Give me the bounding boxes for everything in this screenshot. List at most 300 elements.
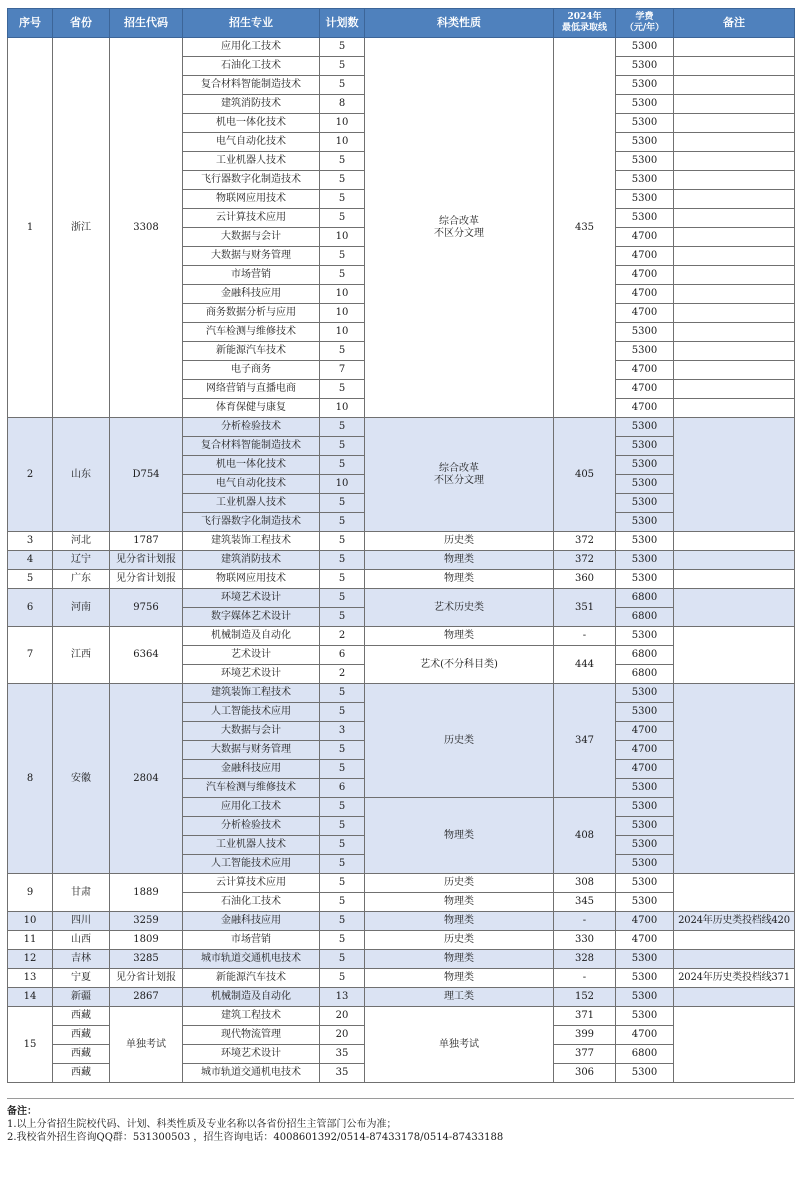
plan-cell: 6	[320, 779, 365, 798]
score-cell: 347	[554, 684, 616, 798]
seq-cell: 14	[8, 988, 53, 1007]
plan-cell: 5	[320, 209, 365, 228]
plan-cell: 5	[320, 817, 365, 836]
category-cell: 理工类	[365, 988, 554, 1007]
remark-cell	[674, 209, 795, 228]
plan-cell: 3	[320, 722, 365, 741]
fee-cell: 4700	[616, 399, 674, 418]
category-cell: 历史类	[365, 874, 554, 893]
plan-cell: 10	[320, 228, 365, 247]
fee-cell: 4700	[616, 304, 674, 323]
remark-cell	[674, 57, 795, 76]
remark-cell	[674, 304, 795, 323]
province-cell: 山西	[53, 931, 110, 950]
plan-cell: 5	[320, 608, 365, 627]
header-fee	[616, 9, 674, 38]
fee-cell: 4700	[616, 361, 674, 380]
header-seq: 序号	[8, 9, 53, 38]
major-cell: 电子商务	[183, 361, 320, 380]
fee-cell: 6800	[616, 665, 674, 684]
plan-cell: 8	[320, 95, 365, 114]
major-cell: 机械制造及自动化	[183, 627, 320, 646]
fee-cell: 5300	[616, 171, 674, 190]
plan-cell: 5	[320, 190, 365, 209]
remark-cell	[674, 418, 795, 532]
code-cell: 单独考试	[110, 1007, 183, 1083]
table-row	[8, 38, 795, 57]
code-cell: 2867	[110, 988, 183, 1007]
fee-cell: 5300	[616, 1064, 674, 1083]
plan-cell: 5	[320, 456, 365, 475]
admission-plan-table	[7, 8, 795, 1083]
remark-cell: 2024年历史类投档线371	[674, 969, 795, 988]
plan-cell: 5	[320, 855, 365, 874]
remark-cell	[674, 266, 795, 285]
fee-cell: 5300	[616, 779, 674, 798]
header-fee-unit: （元/年）	[624, 23, 665, 33]
remark-cell	[674, 171, 795, 190]
fee-cell: 6800	[616, 1045, 674, 1064]
major-cell: 市场营销	[183, 266, 320, 285]
code-cell: 3259	[110, 912, 183, 931]
seq-cell: 4	[8, 551, 53, 570]
fee-cell: 4700	[616, 912, 674, 931]
notes-section	[7, 1098, 794, 1144]
major-cell: 新能源汽车技术	[183, 342, 320, 361]
major-cell: 石油化工技术	[183, 57, 320, 76]
plan-cell: 5	[320, 532, 365, 551]
score-cell: -	[554, 912, 616, 931]
score-cell: 408	[554, 798, 616, 874]
header-score-year: 2024年	[567, 12, 602, 22]
fee-cell: 5300	[616, 114, 674, 133]
fee-cell: 4700	[616, 741, 674, 760]
plan-cell: 20	[320, 1007, 365, 1026]
plan-cell: 5	[320, 741, 365, 760]
major-cell: 体育保健与康复	[183, 399, 320, 418]
category-cell: 艺术(不分科目类)	[365, 646, 554, 684]
major-cell: 大数据与会计	[183, 228, 320, 247]
score-cell: 444	[554, 646, 616, 684]
plan-cell: 5	[320, 589, 365, 608]
category-cell: 物理类	[365, 950, 554, 969]
fee-cell: 5300	[616, 133, 674, 152]
fee-cell: 5300	[616, 855, 674, 874]
plan-cell: 5	[320, 760, 365, 779]
category-cell: 物理类	[365, 798, 554, 874]
remark-cell	[674, 684, 795, 874]
plan-cell: 5	[320, 418, 365, 437]
plan-cell: 5	[320, 912, 365, 931]
code-cell: 3308	[110, 38, 183, 418]
plan-cell: 10	[320, 133, 365, 152]
province-cell: 西藏	[53, 1064, 110, 1083]
category-cell: 物理类	[365, 893, 554, 912]
notes-title: 备注：	[7, 1106, 37, 1117]
major-cell: 分析检验技术	[183, 817, 320, 836]
plan-cell: 5	[320, 950, 365, 969]
plan-cell: 10	[320, 304, 365, 323]
remark-cell	[674, 361, 795, 380]
category-cell: 物理类	[365, 570, 554, 589]
fee-cell: 5300	[616, 152, 674, 171]
plan-cell: 5	[320, 57, 365, 76]
fee-cell: 5300	[616, 342, 674, 361]
plan-cell: 5	[320, 551, 365, 570]
table-row	[8, 570, 795, 589]
major-cell: 应用化工技术	[183, 798, 320, 817]
score-cell: 405	[554, 418, 616, 532]
header-plan: 计划数	[320, 9, 365, 38]
plan-cell: 5	[320, 152, 365, 171]
major-cell: 工业机器人技术	[183, 152, 320, 171]
table-row	[8, 931, 795, 950]
fee-cell: 5300	[616, 1007, 674, 1026]
score-cell: 345	[554, 893, 616, 912]
fee-cell: 4700	[616, 228, 674, 247]
province-cell: 新疆	[53, 988, 110, 1007]
fee-cell: 5300	[616, 95, 674, 114]
plan-cell: 5	[320, 247, 365, 266]
fee-cell: 4700	[616, 760, 674, 779]
fee-cell: 4700	[616, 285, 674, 304]
code-cell: 见分省计划报	[110, 969, 183, 988]
major-cell: 大数据与财务管理	[183, 247, 320, 266]
fee-cell: 5300	[616, 570, 674, 589]
province-cell: 四川	[53, 912, 110, 931]
score-cell: 308	[554, 874, 616, 893]
remark-cell	[674, 950, 795, 969]
province-cell: 广东	[53, 570, 110, 589]
score-cell: 399	[554, 1026, 616, 1045]
plan-cell: 10	[320, 323, 365, 342]
score-cell: 328	[554, 950, 616, 969]
fee-cell: 6800	[616, 646, 674, 665]
score-cell: -	[554, 969, 616, 988]
seq-cell: 7	[8, 627, 53, 684]
major-cell: 人工智能技术应用	[183, 855, 320, 874]
major-cell: 机电一体化技术	[183, 456, 320, 475]
category-cell: 历史类	[365, 684, 554, 798]
fee-cell: 4700	[616, 380, 674, 399]
category-cell: 历史类	[365, 931, 554, 950]
major-cell: 分析检验技术	[183, 418, 320, 437]
remark-cell	[674, 1007, 795, 1083]
remark-cell: 2024年历史类投档线420	[674, 912, 795, 931]
score-cell: 306	[554, 1064, 616, 1083]
fee-cell: 5300	[616, 76, 674, 95]
category-cell: 物理类	[365, 912, 554, 931]
remark-cell	[674, 342, 795, 361]
fee-cell: 4700	[616, 1026, 674, 1045]
plan-cell: 2	[320, 665, 365, 684]
major-cell: 环境艺术设计	[183, 665, 320, 684]
major-cell: 应用化工技术	[183, 38, 320, 57]
major-cell: 建筑消防技术	[183, 95, 320, 114]
major-cell: 电气自动化技术	[183, 133, 320, 152]
seq-cell: 12	[8, 950, 53, 969]
table-row	[8, 969, 795, 988]
province-cell: 辽宁	[53, 551, 110, 570]
code-cell: 见分省计划报	[110, 551, 183, 570]
remark-cell	[674, 931, 795, 950]
major-cell: 建筑消防技术	[183, 551, 320, 570]
major-cell: 金融科技应用	[183, 760, 320, 779]
major-cell: 工业机器人技术	[183, 494, 320, 513]
plan-cell: 7	[320, 361, 365, 380]
fee-cell: 5300	[616, 513, 674, 532]
plan-cell: 5	[320, 703, 365, 722]
remark-cell	[674, 988, 795, 1007]
notes-line-2: 2.我校省外招生咨询QQ群：531300503 ，招生咨询电话：4008601392/0514-87433178/0514-87433188	[7, 1132, 504, 1143]
category-cell: 艺术历史类	[365, 589, 554, 627]
plan-cell: 5	[320, 171, 365, 190]
fee-cell: 5300	[616, 627, 674, 646]
major-cell: 建筑装饰工程技术	[183, 684, 320, 703]
major-cell: 复合材料智能制造技术	[183, 76, 320, 95]
seq-cell: 8	[8, 684, 53, 874]
table-row	[8, 950, 795, 969]
code-cell: 2804	[110, 684, 183, 874]
plan-cell: 5	[320, 380, 365, 399]
table-body	[8, 38, 795, 1083]
header-score-label: 最低录取线	[561, 23, 607, 33]
remark-cell	[674, 76, 795, 95]
plan-cell: 5	[320, 513, 365, 532]
code-cell: 1787	[110, 532, 183, 551]
major-cell: 商务数据分析与应用	[183, 304, 320, 323]
remark-cell	[674, 570, 795, 589]
table-row	[8, 532, 795, 551]
province-cell: 西藏	[53, 1045, 110, 1064]
plan-cell: 5	[320, 798, 365, 817]
major-cell: 机械制造及自动化	[183, 988, 320, 1007]
fee-cell: 5300	[616, 190, 674, 209]
province-cell: 河北	[53, 532, 110, 551]
fee-cell: 4700	[616, 266, 674, 285]
header-remark: 备注	[674, 9, 795, 38]
remark-cell	[674, 190, 795, 209]
major-cell: 现代物流管理	[183, 1026, 320, 1045]
major-cell: 城市轨道交通机电技术	[183, 950, 320, 969]
major-cell: 市场营销	[183, 931, 320, 950]
plan-cell: 5	[320, 684, 365, 703]
major-cell: 大数据与会计	[183, 722, 320, 741]
major-cell: 物联网应用技术	[183, 570, 320, 589]
major-cell: 复合材料智能制造技术	[183, 437, 320, 456]
plan-cell: 10	[320, 475, 365, 494]
seq-cell: 5	[8, 570, 53, 589]
plan-cell: 5	[320, 342, 365, 361]
table-row	[8, 627, 795, 646]
plan-cell: 5	[320, 893, 365, 912]
plan-cell: 10	[320, 285, 365, 304]
plan-cell: 5	[320, 266, 365, 285]
major-cell: 石油化工技术	[183, 893, 320, 912]
category-cell: 物理类	[365, 627, 554, 646]
score-cell: 372	[554, 532, 616, 551]
category-cell: 历史类	[365, 532, 554, 551]
table-row	[8, 589, 795, 608]
table-header-row	[8, 9, 795, 38]
header-fee-label: 学费	[635, 12, 654, 22]
score-cell: 435	[554, 38, 616, 418]
major-cell: 数字媒体艺术设计	[183, 608, 320, 627]
remark-cell	[674, 114, 795, 133]
plan-cell: 35	[320, 1045, 365, 1064]
plan-cell: 5	[320, 874, 365, 893]
seq-cell: 6	[8, 589, 53, 627]
table-row	[8, 1007, 795, 1026]
fee-cell: 5300	[616, 988, 674, 1007]
fee-cell: 5300	[616, 57, 674, 76]
remark-cell	[674, 627, 795, 684]
major-cell: 工业机器人技术	[183, 836, 320, 855]
seq-cell: 15	[8, 1007, 53, 1083]
score-cell: 351	[554, 589, 616, 627]
plan-cell: 6	[320, 646, 365, 665]
fee-cell: 4700	[616, 722, 674, 741]
fee-cell: 5300	[616, 703, 674, 722]
admission-plan-sheet	[7, 8, 794, 1083]
table-row	[8, 418, 795, 437]
province-cell: 安徽	[53, 684, 110, 874]
remark-cell	[674, 285, 795, 304]
plan-cell: 5	[320, 931, 365, 950]
major-cell: 电气自动化技术	[183, 475, 320, 494]
notes-divider	[7, 1098, 794, 1105]
fee-cell: 5300	[616, 209, 674, 228]
table-row	[8, 988, 795, 1007]
province-cell: 甘肃	[53, 874, 110, 912]
province-cell: 西藏	[53, 1026, 110, 1045]
fee-cell: 5300	[616, 494, 674, 513]
fee-cell: 5300	[616, 817, 674, 836]
province-cell: 宁夏	[53, 969, 110, 988]
code-cell: 1889	[110, 874, 183, 912]
score-cell: 372	[554, 551, 616, 570]
major-cell: 建筑装饰工程技术	[183, 532, 320, 551]
header-code: 招生代码	[110, 9, 183, 38]
category-cell: 综合改革 不区分文理	[365, 418, 554, 532]
remark-cell	[674, 589, 795, 627]
notes-line-1: 1.以上分省招生院校代码、计划、科类性质及专业名称以各省份招生主管部门公布为准；	[7, 1119, 397, 1130]
plan-cell: 5	[320, 570, 365, 589]
major-cell: 金融科技应用	[183, 285, 320, 304]
remark-cell	[674, 95, 795, 114]
remark-cell	[674, 551, 795, 570]
score-cell: 330	[554, 931, 616, 950]
fee-cell: 6800	[616, 608, 674, 627]
plan-cell: 5	[320, 494, 365, 513]
seq-cell: 9	[8, 874, 53, 912]
header-category: 科类性质	[365, 9, 554, 38]
seq-cell: 3	[8, 532, 53, 551]
major-cell: 环境艺术设计	[183, 1045, 320, 1064]
major-cell: 物联网应用技术	[183, 190, 320, 209]
major-cell: 汽车检测与维修技术	[183, 323, 320, 342]
remark-cell	[674, 399, 795, 418]
major-cell: 新能源汽车技术	[183, 969, 320, 988]
fee-cell: 5300	[616, 323, 674, 342]
fee-cell: 5300	[616, 38, 674, 57]
code-cell: 6364	[110, 627, 183, 684]
category-cell: 单独考试	[365, 1007, 554, 1083]
plan-cell: 5	[320, 76, 365, 95]
fee-cell: 5300	[616, 874, 674, 893]
major-cell: 飞行器数字化制造技术	[183, 513, 320, 532]
fee-cell: 5300	[616, 437, 674, 456]
score-cell: 152	[554, 988, 616, 1007]
remark-cell	[674, 874, 795, 912]
major-cell: 飞行器数字化制造技术	[183, 171, 320, 190]
seq-cell: 11	[8, 931, 53, 950]
code-cell: 见分省计划报	[110, 570, 183, 589]
province-cell: 西藏	[53, 1007, 110, 1026]
table-row	[8, 684, 795, 703]
plan-cell: 5	[320, 38, 365, 57]
fee-cell: 5300	[616, 893, 674, 912]
fee-cell: 6800	[616, 589, 674, 608]
code-cell: 3285	[110, 950, 183, 969]
plan-cell: 13	[320, 988, 365, 1007]
category-cell: 综合改革 不区分文理	[365, 38, 554, 418]
major-cell: 云计算技术应用	[183, 209, 320, 228]
remark-cell	[674, 532, 795, 551]
seq-cell: 1	[8, 38, 53, 418]
category-cell: 物理类	[365, 969, 554, 988]
plan-cell: 10	[320, 399, 365, 418]
major-cell: 人工智能技术应用	[183, 703, 320, 722]
remark-cell	[674, 228, 795, 247]
province-cell: 浙江	[53, 38, 110, 418]
major-cell: 机电一体化技术	[183, 114, 320, 133]
remark-cell	[674, 133, 795, 152]
province-cell: 吉林	[53, 950, 110, 969]
province-cell: 河南	[53, 589, 110, 627]
plan-cell: 10	[320, 114, 365, 133]
province-cell: 江西	[53, 627, 110, 684]
major-cell: 汽车检测与维修技术	[183, 779, 320, 798]
fee-cell: 4700	[616, 931, 674, 950]
fee-cell: 5300	[616, 532, 674, 551]
plan-cell: 5	[320, 969, 365, 988]
header-province: 省份	[53, 9, 110, 38]
fee-cell: 5300	[616, 950, 674, 969]
major-cell: 网络营销与直播电商	[183, 380, 320, 399]
fee-cell: 5300	[616, 551, 674, 570]
score-cell: 377	[554, 1045, 616, 1064]
plan-cell: 35	[320, 1064, 365, 1083]
major-cell: 大数据与财务管理	[183, 741, 320, 760]
fee-cell: 5300	[616, 684, 674, 703]
table-row	[8, 912, 795, 931]
seq-cell: 10	[8, 912, 53, 931]
code-cell: D754	[110, 418, 183, 532]
seq-cell: 13	[8, 969, 53, 988]
plan-cell: 5	[320, 437, 365, 456]
fee-cell: 4700	[616, 247, 674, 266]
major-cell: 城市轨道交通机电技术	[183, 1064, 320, 1083]
major-cell: 环境艺术设计	[183, 589, 320, 608]
header-score	[554, 9, 616, 38]
fee-cell: 5300	[616, 418, 674, 437]
plan-cell: 2	[320, 627, 365, 646]
remark-cell	[674, 152, 795, 171]
remark-cell	[674, 38, 795, 57]
fee-cell: 5300	[616, 836, 674, 855]
major-cell: 云计算技术应用	[183, 874, 320, 893]
